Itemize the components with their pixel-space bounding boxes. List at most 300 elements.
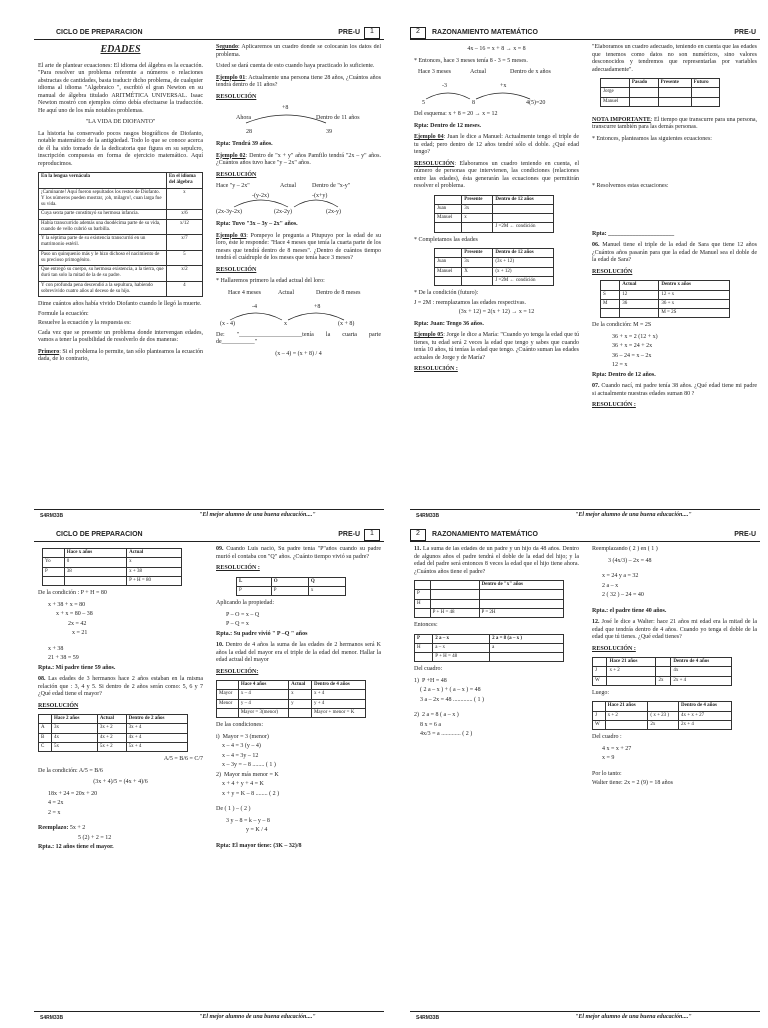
table-cell: 2x + 4: [679, 720, 732, 729]
label-dentro: Dentro de x años: [510, 69, 551, 75]
table-row: [217, 708, 366, 717]
table-header: [39, 715, 52, 724]
question-text: Cuando Luis nació, Su padre tenía "P"años cuando su padre murió el contaba con "Q" años. ¿Cuánto tiempo vivió su padre?: [216, 546, 381, 560]
reemplazo: [38, 825, 203, 833]
table-cell: 2x: [656, 676, 671, 685]
table-cell: 5: [166, 250, 202, 266]
question-number: 08.: [38, 676, 46, 682]
ejemplo-label: Ejemplo 02: [216, 152, 246, 159]
table-cell: [43, 576, 65, 585]
usted-text: Usted se dará cuenta de esto cuando haya practicado lo suficiente.: [216, 63, 375, 69]
footer-code: S4RM33B: [416, 513, 440, 519]
table-row: [601, 88, 720, 97]
step: x – 4 = 3y – 12: [216, 752, 259, 759]
table-cell: y – 4: [238, 699, 288, 708]
hallar-text: * Hallaremos primero la edad actual del loro:: [216, 278, 325, 284]
ejemplo-02: [216, 153, 381, 168]
table-cell: J =2M ← condición: [493, 276, 554, 285]
header-right: PRE-U: [734, 531, 756, 538]
reemplazo-label: Reemplazo:: [38, 825, 69, 831]
table-header: Dentro de 12 años: [493, 195, 554, 204]
text-line: Reemplazando ( 2 ) en ( 1 ): [592, 546, 658, 552]
primero-label: Primero: [38, 348, 60, 355]
equation: (x – 4) = (x + 8) / 4: [275, 350, 322, 357]
table-row: [39, 188, 203, 210]
resolucion-label: RESOLUCIÓN: [38, 702, 79, 709]
rpta: Rpta: ______________________: [592, 230, 675, 237]
table-header: Q: [308, 577, 345, 586]
table-row: [415, 590, 564, 599]
text-line: De la condición : P + H = 80: [38, 590, 107, 596]
table-header: Dentro de 4 años: [679, 702, 732, 711]
value-39: 39: [326, 129, 332, 135]
table-cell: x/2: [166, 266, 202, 282]
timeline-diagram: [414, 69, 579, 109]
step: x + y = K – 8 ........ ( 2 ): [216, 790, 280, 797]
table-cell: 2x: [648, 720, 679, 729]
table-row: [593, 667, 732, 676]
table-cell: P: [271, 586, 308, 595]
text-line: * Entonces, hace 3 meses tenía 8 - 3 = 5 meses.: [414, 57, 528, 64]
text-line: Luego:: [592, 689, 609, 696]
table-cell: Jorge: [601, 88, 630, 97]
table-cell: Yo: [43, 558, 65, 567]
column-left: [414, 44, 579, 504]
rpta: Rpta: Dentro de 12 años.: [592, 371, 656, 378]
question-06: [592, 242, 757, 265]
step: 3 (4x/3) – 2x = 48: [608, 557, 652, 564]
timeline-diagram: [216, 290, 381, 330]
table-cell: [415, 608, 431, 617]
table-cell: P + H = 48: [430, 608, 479, 617]
table-cell: P = 2H: [479, 608, 563, 617]
table-cell: W: [593, 676, 607, 685]
table-header: [43, 549, 65, 558]
edades-table: [592, 657, 732, 686]
primero-paragraph: [38, 349, 203, 364]
text-line: J = 2M : reemplazamos las edades respectivas.: [414, 299, 527, 306]
table-header: En la lengua vernácula: [39, 173, 167, 189]
step: 4 = 2x: [48, 800, 64, 806]
table-row: [39, 210, 203, 219]
table-cell: x: [166, 188, 202, 210]
rpta: Rpta: Tuvo "3x – 3y – 2x" años.: [216, 221, 298, 227]
header-right: PRE-U: [734, 29, 756, 36]
edades-table: [236, 577, 346, 597]
table-header: O: [271, 577, 308, 586]
column-left: [38, 44, 203, 504]
question-07: [592, 383, 757, 398]
table-cell: x + 2: [607, 667, 656, 676]
table-row: [601, 290, 730, 299]
label-ahora: Ahora: [236, 115, 251, 121]
page-1: [34, 26, 394, 526]
step: 2) Mayor más menor = K: [216, 771, 279, 778]
ejemplo-text: : Juan le dice a Manuel: Actualmente tengo el triple de tu edad; pero dentro de 12 años tendré sólo el doble. ¿Qué edad tengo?: [414, 134, 579, 155]
page-number: 1: [364, 529, 380, 541]
rpta: Rpta.: Mi padre tiene 59 años.: [38, 664, 116, 671]
footer-motto: "El mejor alumno de una buena educación....": [575, 512, 692, 518]
step: 1) P +H = 48: [414, 677, 447, 684]
table-row: [39, 235, 203, 251]
table-row: [435, 276, 554, 285]
value: (2x-2y): [274, 209, 292, 215]
table-row: [593, 676, 732, 685]
question-text: Dime cuántos años había vivido Diofanto cuando le llegó la muerte.: [38, 301, 202, 307]
value: 4(5)=20: [526, 100, 546, 106]
edades-table: [600, 78, 720, 107]
table-cell: [605, 720, 648, 729]
resolucion-label: RESOLUCIÓN: [216, 171, 257, 178]
table-row: [435, 204, 554, 213]
table-cell: x: [308, 586, 345, 595]
resolucion-label: RESOLUCIÓN :: [592, 645, 636, 652]
table-header: Dentro de 2 años: [126, 715, 187, 724]
label-actual: Actual: [278, 289, 294, 296]
table-header: En el idioma del álgebra: [166, 173, 202, 189]
table-cell: B: [39, 733, 52, 742]
table-header: Hace 2 años: [51, 715, 97, 724]
table-header: [593, 658, 607, 667]
page-title: EDADES: [100, 44, 141, 55]
ejemplo-01: [216, 75, 381, 90]
table-cell: Juan: [435, 204, 462, 213]
table-cell: [462, 223, 493, 232]
resolucion-text: : Elaboramos un cuadro teniendo en cuenta, el número de personas que intervienen, las condiciones (relaciones entre las edades), ésta generarán las ecuaciones que permitirán resolver el problema.: [414, 160, 579, 189]
table-row: [237, 586, 346, 595]
table-cell: x/12: [166, 219, 202, 235]
text-line: Del cuadro :: [592, 734, 622, 740]
table-cell: a: [490, 643, 564, 652]
question-number: 07.: [592, 383, 600, 390]
table-cell: 4: [166, 281, 202, 297]
table-cell: C: [39, 742, 52, 751]
de-text: De: "_____________________tenía la cuarta parte de___________": [216, 331, 381, 345]
intro-paragraph: El arte de plantear ecuaciones: El idioma del álgebra es la ecuación. "Para resolver un problema referente a números o relaciones abstractas de cantidades, basta traducir dicho problema, de cualquier idioma al idioma "Algebraico ", escribió el gran Newton en su manual de álgebra titulado ARITMÉTICA UNIVERSAL. Isaac Newton mostró con ejemplos cómo debía efectuarse la traducción. He aquí uno de los más notables problemas.: [38, 62, 203, 114]
table-cell: 4x: [671, 667, 732, 676]
diofanto-title: "LA VIDA DE DIOFANTO": [85, 119, 156, 125]
step: x = 21: [72, 630, 88, 636]
table-header: [601, 79, 630, 88]
label-dentro: Dentro de "x-y": [312, 183, 351, 189]
table-cell: Mayor = 3(menor): [238, 708, 288, 717]
table-cell: X: [462, 267, 493, 276]
table-header: [435, 249, 462, 258]
equation: 4x – 16 = x + 8 → x = 8: [467, 46, 526, 52]
step: x – 3y = – 8 ........ ( 1 ): [216, 762, 276, 768]
table-cell: 5x + 4: [126, 742, 187, 751]
table-header: Dentro de 12 años: [493, 249, 554, 258]
text-line: Del cuadro:: [414, 666, 443, 673]
ejemplo-label: Ejemplo 04: [414, 134, 444, 140]
step: x – 4 = 3 (y – 4): [216, 743, 261, 749]
table-cell: 5x + 2: [97, 742, 126, 751]
page-footer: [34, 509, 384, 520]
table-row: [39, 266, 203, 282]
table-header: 2 a = 8 (a – x ): [490, 634, 564, 643]
page-header: [410, 26, 760, 40]
table-cell: y: [289, 699, 312, 708]
rpta: Rpta: Tendrá 39 años.: [216, 141, 273, 147]
table-cell: 4x + 4: [126, 733, 187, 742]
table-cell: W: [593, 720, 606, 729]
edades-table: [414, 580, 564, 618]
text-line: Por lo tanto:: [592, 770, 622, 777]
step: P – Q = x: [226, 621, 249, 627]
footer-code: S4RM33B: [40, 513, 64, 519]
table-cell: 36: [620, 299, 659, 308]
table-header: Presente: [462, 195, 493, 204]
header-left: CICLO DE PREPARACION: [56, 531, 143, 538]
text-line: De la condición: M = 2S: [592, 322, 652, 329]
table-cell: x + 4: [311, 690, 365, 699]
table-header: Presente: [658, 79, 691, 88]
table-header: Pasado: [629, 79, 658, 88]
table-cell: J =2M ← condición: [493, 223, 554, 232]
step: y = K / 4: [246, 827, 268, 833]
table-cell: x + 38: [127, 567, 182, 576]
page-footer: [410, 1011, 760, 1022]
table-cell: [656, 667, 671, 676]
step: x + 38: [48, 645, 64, 652]
segundo-label: Segundo: [216, 44, 239, 50]
label-hace: Hace "y – 2x": [216, 183, 250, 189]
resolucion-label: RESOLUCIÓN :: [592, 402, 636, 409]
page-number: 2: [410, 27, 426, 39]
text-line: Entonces:: [414, 622, 438, 628]
question-text: Las edades de 3 hermanos hace 2 años estaban en la misma relación que : 3, 4 y 5. Si dentro de 2 años serán como: 5, 6 y 7 ¿Qué edad tiene el mayor?: [38, 676, 203, 697]
question-11: [414, 546, 579, 576]
table-header: Hace 21 años: [605, 702, 648, 711]
table-cell: 12: [620, 290, 659, 299]
table-row: [593, 711, 732, 720]
table-cell: 3x: [51, 724, 97, 733]
table-cell: [658, 97, 691, 106]
table-row: [43, 576, 182, 585]
value: (x + 8): [338, 320, 355, 327]
header-left: RAZONAMIENTO MATEMÁTICO: [432, 29, 538, 36]
table-cell: P: [415, 590, 431, 599]
step: 4x/3 = a ............. ( 2 ): [414, 731, 473, 738]
step: x = 24 y a = 32: [602, 573, 639, 579]
table-cell: [691, 88, 719, 97]
text-line: * De la condición (futuro):: [414, 290, 479, 296]
table-header: [648, 702, 679, 711]
table-cell: 2x + 4: [671, 676, 732, 685]
table-header: 2 a – x: [433, 634, 490, 643]
value: x: [284, 320, 287, 327]
table-cell: M = 2S: [659, 309, 730, 318]
label-hace: Hace 4 meses: [228, 289, 261, 296]
text-line: De las condiciones:: [216, 722, 263, 728]
table-header: Hace 21 años: [607, 658, 656, 667]
page-footer: [34, 1011, 384, 1022]
column-left: [38, 546, 203, 1006]
page-number: 1: [364, 27, 380, 39]
table-row: [39, 733, 188, 742]
table-row: [601, 309, 730, 318]
table-cell: a – x: [433, 643, 490, 652]
intro-text: "Elaboramos un cuadro adecuado, teniendo en cuenta que las edades que tenemos como datos no son numéricos, sino valores desconocidos y tendremos que representarlas por variables adecuadamente".: [592, 44, 757, 73]
question-text: José le dice a Walter: hace 21 años mi edad era la mitad de la edad que tendrás dentro de 4 años. Cuando yo tenga el doble de la edad que tú tienes. ¿Qué edad tienes?: [592, 619, 757, 640]
resolucion-label: RESOLUCIÓN: [414, 160, 455, 167]
column-right: [592, 546, 757, 1006]
step: 8 x = 6 a: [414, 721, 442, 728]
table-cell: [493, 204, 554, 213]
text-line: * Completamos las edades: [414, 236, 478, 243]
value: 8: [472, 100, 475, 106]
diofanto-table: [38, 172, 203, 297]
table-row: [593, 720, 732, 729]
table-cell: 3x: [462, 204, 493, 213]
table-cell: Y con profunda pena descendió a la sepultura, habiendo sobrevivido cuatro años al deceso de su hijo.: [39, 281, 167, 297]
table-cell: ¡Caminante! Aquí fueron sepultados los restos de Diofanto. Y los números pueden mostrar, ¡oh, milagro!, cuan larga fue su vida.: [39, 188, 167, 210]
resolucion-label: RESOLUCIÓN: [216, 93, 257, 100]
diofanto-text: La historia ha conservado pocos rasgos biográficos de Diofanto, notable matemático de la antigüedad. Todo lo que se conoce acerca de él ha sido tomado de la dedicatoria que figura en su sepulcro, inscripción compuesta en forma de ejercicio matemático. Aquí reproducimos.: [38, 130, 203, 167]
nota-text: : El tiempo que transcurre para una persona, transcurre también para las demás personas.: [592, 116, 757, 131]
table-cell: [629, 97, 658, 106]
step: 36 – 24 = x – 2x: [612, 352, 652, 359]
table-row: [217, 699, 366, 708]
table-cell: Y la séptima parte de su existencia transcurrió en un matrimonio estéril.: [39, 235, 167, 251]
column-right: [216, 44, 381, 504]
table-cell: [479, 590, 563, 599]
column-right: [216, 546, 381, 1006]
question-text: Formule la ecuación:: [38, 310, 89, 317]
table-cell: x: [462, 214, 493, 223]
step: P – O = x – Q: [226, 611, 260, 618]
table-row: [415, 643, 564, 652]
table-header: [601, 281, 620, 290]
step: 18x + 24 = 20x + 20: [48, 790, 98, 797]
question-text: Resuelve la ecuación y la respuesta es:: [38, 320, 131, 326]
table-cell: [493, 214, 554, 223]
nota-paragraph: [592, 117, 757, 132]
edades-table: [434, 248, 554, 286]
footer-code: S4RM33B: [40, 1015, 64, 1021]
ejemplo-text: : Pompeyo le pregunta a Pitupuyo por la edad de su loro, éste le responde: "Hace 4 meses que tenía la cuarta parte de los meses que tendrá dentro de 8 meses". ¿Dentro de cuántos tiempo tendrá el cuádruple de los meses que tenía hace 3 meses?: [216, 232, 381, 261]
step: 2 ( 32 ) – 24 = 40: [602, 592, 644, 598]
ejemplo-label: Ejemplo 01: [216, 74, 246, 81]
question-number: 12.: [592, 619, 600, 625]
table-cell: [601, 309, 620, 318]
step: 5 (2) + 2 = 12: [78, 834, 112, 841]
table-cell: H: [415, 599, 431, 608]
table-row: [39, 250, 203, 266]
header-right: PRE-U: [338, 29, 360, 36]
table-header: [217, 681, 239, 690]
table-cell: y + 4: [311, 699, 365, 708]
table-cell: [607, 676, 656, 685]
page-number: 2: [410, 529, 426, 541]
table-cell: [620, 309, 659, 318]
table-header: Dentro de "x" años: [479, 581, 563, 590]
column-right: [592, 44, 757, 504]
segundo-text: : Aplicaremos un cuadro donde se colocarán los datos del problema.: [216, 44, 381, 58]
step: x = 9: [602, 755, 615, 761]
table-cell: [64, 576, 126, 585]
table-header: P: [415, 634, 433, 643]
table-header: L: [237, 577, 272, 586]
table-cell: [479, 599, 563, 608]
edades-table: [434, 195, 554, 233]
table-row: [415, 599, 564, 608]
question-number: 09.: [216, 546, 224, 552]
step: i) Mayor = 3 (menor): [216, 733, 269, 740]
table-cell: x – 4: [238, 690, 288, 699]
step: x + 38 + x = 80: [48, 601, 86, 608]
edades-table: [414, 634, 564, 663]
table-cell: Manuel: [601, 97, 630, 106]
table-cell: 36 + x: [659, 299, 730, 308]
table-cell: 4x + 2: [97, 733, 126, 742]
step: 12 = x: [612, 362, 628, 369]
table-row: [39, 742, 188, 751]
table-cell: (3x + 12): [493, 258, 554, 267]
table-row: [217, 690, 366, 699]
edades-table: [42, 548, 182, 586]
arc-label: +8: [314, 303, 321, 310]
table-row: [415, 608, 564, 617]
table-header: Hace x años: [64, 549, 126, 558]
step: ( 2 a – x ) + ( a – x ) = 48: [414, 687, 481, 694]
question-text: Cada vez que se presente un problema donde intervengan edades, vamos a tener la posibilidad de resolverlo de dos maneras:: [38, 329, 203, 343]
table-cell: H: [415, 643, 433, 652]
step: Walter tiene: 2x = 2 (9) = 18 años: [592, 780, 673, 786]
table-row: [39, 219, 203, 235]
text-line: De la condición: A/5 = B/6: [38, 767, 103, 774]
table-row: [435, 223, 554, 232]
table-cell: P + H = 48: [433, 653, 490, 662]
ejemplo-label: Ejemplo 03: [216, 232, 247, 239]
step: x + 4 + y + 4 = K: [216, 781, 264, 787]
table-cell: (x + 12): [493, 267, 554, 276]
arc-label: -(x+y): [312, 193, 328, 199]
ejemplo-text: : Dentro de "x + y" años Pamfilo tendrá "2x – y" años. ¿Cuántos años tuvo hace "y – 2x" años.: [216, 152, 381, 166]
table-cell: Manuel: [435, 267, 462, 276]
table-cell: ( x + 23 ): [648, 711, 679, 720]
text-line: Aplicando la propiedad:: [216, 600, 274, 606]
table-cell: [430, 599, 479, 608]
table-cell: Juan: [435, 258, 462, 267]
table-header: Futuro: [691, 79, 719, 88]
table-cell: Mayor: [217, 690, 239, 699]
segundo-paragraph: [216, 44, 381, 59]
resolucion-label: RESOLUCIÓN: [216, 266, 257, 273]
table-cell: A: [39, 724, 52, 733]
question-12: [592, 619, 757, 642]
step: 5x + 2: [69, 825, 86, 831]
label-actual: Actual: [470, 69, 486, 75]
rpta: Rpta.: 12 años tiene el mayor.: [38, 844, 114, 850]
table-header: [435, 195, 462, 204]
ejemplo-text: : Actualmente una persona tiene 28 años, ¿Cuántos años tendrá dentro de 11 años?: [216, 74, 381, 88]
edades-table: [38, 714, 188, 752]
label-dentro: Dentro de 8 meses: [316, 289, 361, 296]
equation: (3x + 12) = 2(x + 12) → x = 12: [458, 309, 535, 315]
table-cell: S: [601, 290, 620, 299]
question-09: [216, 546, 381, 561]
table-cell: x + 2: [605, 711, 648, 720]
table-cell: [435, 223, 462, 232]
table-row: [435, 258, 554, 267]
arc-label: +x: [500, 83, 507, 89]
nota-label: NOTA IMPORTANTE: [592, 116, 651, 123]
label-dentro: Dentro de 11 años: [316, 115, 360, 121]
question-text: Cuando nací, mi padre tenía 38 años. ¿Qué edad tiene mi padre si actualmente nuestras edades suman 80 ?: [592, 383, 757, 397]
table-cell: [217, 708, 239, 717]
text-line: De ( 1 ) – ( 2 ): [216, 806, 251, 812]
